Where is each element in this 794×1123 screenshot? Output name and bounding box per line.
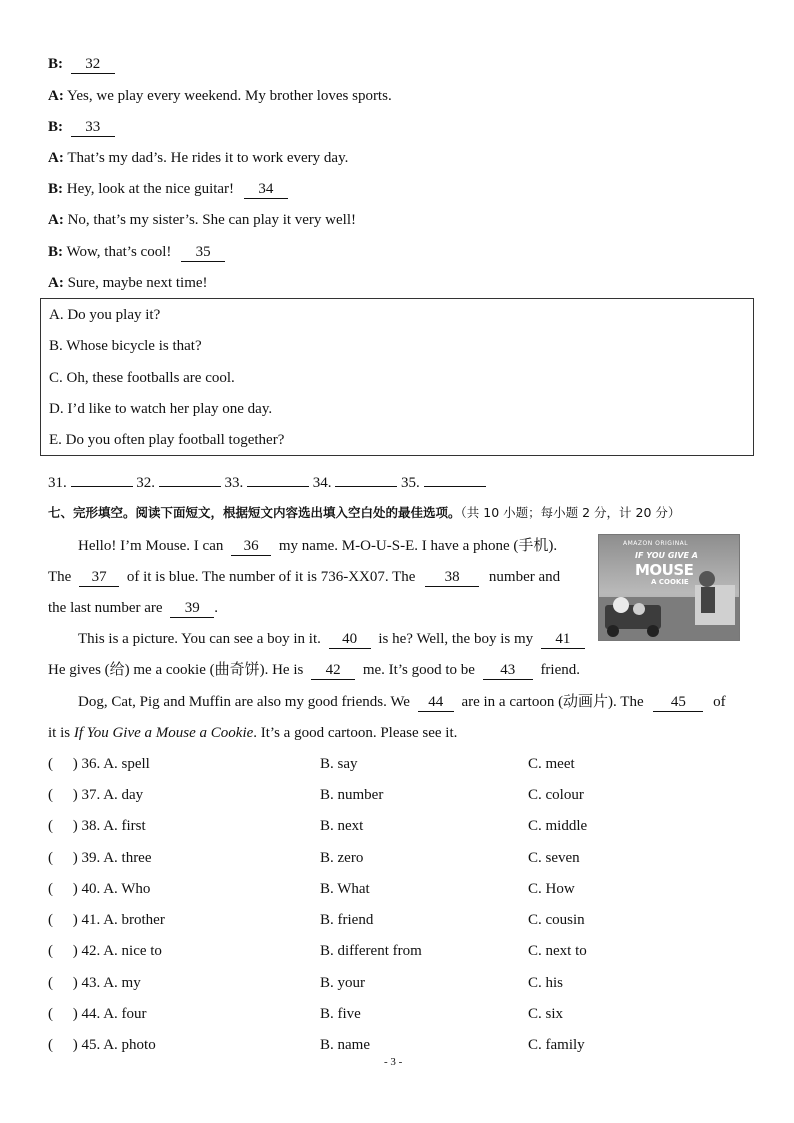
answer-paren-close: ) xyxy=(72,850,78,866)
answer-blank[interactable]: 32 xyxy=(71,56,115,74)
choice-b[interactable]: B. different from xyxy=(320,943,422,959)
dialogue-line xyxy=(48,54,115,74)
passage-text: number and xyxy=(488,569,561,585)
answer-number: 33. xyxy=(224,475,244,491)
answer-blank[interactable]: 37 xyxy=(79,569,119,587)
choice-a[interactable]: A. day xyxy=(103,787,144,803)
poster-title-line: MOUSE xyxy=(635,561,694,579)
answer-paren[interactable]: ( xyxy=(48,787,53,803)
answer-paren[interactable]: ( xyxy=(48,1006,53,1022)
option-item: B. Whose bicycle is that? xyxy=(49,338,202,354)
option-item: D. I’d like to watch her play one day. xyxy=(49,401,273,417)
choice-a[interactable]: A. three xyxy=(103,850,152,866)
question-number: 43. xyxy=(81,975,101,991)
passage-text: my name. M-O-U-S-E. I have a phone (手机). xyxy=(278,538,558,554)
question-row xyxy=(48,973,141,993)
choice-c[interactable]: C. How xyxy=(528,881,575,897)
dialogue-line xyxy=(48,86,392,106)
cartoon-poster-image xyxy=(598,534,740,641)
speaker-label: A: xyxy=(48,275,64,291)
answer-slot[interactable] xyxy=(159,486,221,487)
choice-b[interactable]: B. your xyxy=(320,975,365,991)
choice-a[interactable]: A. Who xyxy=(103,881,151,897)
poster-title-line: IF YOU GIVE A xyxy=(635,551,698,560)
question-row xyxy=(48,754,150,774)
answer-blank[interactable]: 33 xyxy=(71,119,115,137)
choice-b[interactable]: B. zero xyxy=(320,850,364,866)
dialogue-line xyxy=(48,273,208,293)
choice-c[interactable]: C. his xyxy=(528,975,564,991)
question-row xyxy=(48,1004,147,1024)
choice-c[interactable]: C. seven xyxy=(528,850,580,866)
dialogue-text: That’s my dad’s. He rides it to work every day. xyxy=(67,150,349,166)
speaker-label: A: xyxy=(48,150,64,166)
cartoon-title: If You Give a Mouse a Cookie xyxy=(73,725,254,741)
answer-blank[interactable]: 36 xyxy=(231,538,271,556)
choice-b[interactable]: B. next xyxy=(320,818,364,834)
passage-text: . It’s a good cartoon. Please see it. xyxy=(253,725,458,741)
choice-c[interactable]: C. next to xyxy=(528,943,587,959)
answer-paren-close: ) xyxy=(72,756,78,772)
choice-c[interactable]: C. six xyxy=(528,1006,564,1022)
choice-b[interactable]: B. What xyxy=(320,881,370,897)
poster-title-line: A COOKIE xyxy=(651,578,689,586)
question-number: 36. xyxy=(81,756,101,772)
choice-a[interactable]: A. photo xyxy=(103,1037,156,1053)
section-title xyxy=(48,504,680,522)
passage-line xyxy=(48,660,580,680)
answer-blank[interactable]: 42 xyxy=(311,662,355,680)
option-item: A. Do you play it? xyxy=(49,307,161,323)
choice-b[interactable]: B. name xyxy=(320,1037,370,1053)
answer-blank[interactable]: 39 xyxy=(170,600,214,618)
dialogue-line xyxy=(48,210,356,230)
speaker-label: B: xyxy=(48,244,63,260)
answer-paren[interactable]: ( xyxy=(48,943,53,959)
choice-b[interactable]: B. number xyxy=(320,787,384,803)
answer-blank[interactable]: 35 xyxy=(181,244,225,262)
passage-text: friend. xyxy=(540,662,581,678)
passage-text: the last number are xyxy=(48,600,163,616)
dialogue-text: Wow, that’s cool! xyxy=(66,244,172,260)
dialogue-text: Hey, look at the nice guitar! xyxy=(66,181,235,197)
speaker-label: A: xyxy=(48,88,64,104)
choice-b[interactable]: B. five xyxy=(320,1006,361,1022)
question-row xyxy=(48,816,146,836)
answer-paren[interactable]: ( xyxy=(48,1037,53,1053)
passage-text: This is a picture. You can see a boy in it. xyxy=(78,631,321,647)
dialogue-line xyxy=(48,148,348,168)
answer-paren-close: ) xyxy=(72,881,78,897)
section-heading: 七、完形填空。阅读下面短文，根据短文内容选出填入空白处的最佳选项。 xyxy=(48,505,461,520)
passage-text: He gives (给) me a cookie (曲奇饼). He is xyxy=(48,662,304,678)
question-row xyxy=(48,879,150,899)
passage-line xyxy=(78,536,557,556)
question-number: 37. xyxy=(81,787,101,803)
question-number: 40. xyxy=(81,881,101,897)
answer-paren-close: ) xyxy=(72,912,78,928)
option-item: C. Oh, these footballs are cool. xyxy=(49,370,235,386)
question-row xyxy=(48,785,143,805)
answer-slot[interactable] xyxy=(71,486,133,487)
question-number: 44. xyxy=(81,1006,101,1022)
dialogue-line xyxy=(48,242,225,262)
question-number: 38. xyxy=(81,818,101,834)
answer-slot[interactable] xyxy=(335,486,397,487)
passage-line xyxy=(48,567,560,587)
answer-paren[interactable]: ( xyxy=(48,756,53,772)
passage-text: of xyxy=(713,694,726,710)
answer-number: 32. xyxy=(136,475,155,491)
answer-paren-close: ) xyxy=(72,1006,78,1022)
choice-a[interactable]: A. first xyxy=(103,818,146,834)
choice-a[interactable]: A. four xyxy=(103,1006,147,1022)
choice-c[interactable]: C. cousin xyxy=(528,912,585,928)
passage-line xyxy=(48,598,218,618)
choice-a[interactable]: A. nice to xyxy=(103,943,162,959)
options-box xyxy=(40,298,754,456)
dialogue-text: Sure, maybe next time! xyxy=(67,275,208,291)
passage-line xyxy=(78,692,726,712)
answer-blank[interactable]: 40 xyxy=(329,631,371,649)
answer-blank[interactable]: 45 xyxy=(653,694,703,712)
passage-text: is he? Well, the boy is my xyxy=(378,631,534,647)
question-number: 41. xyxy=(81,912,101,928)
speaker-label: B: xyxy=(48,56,63,72)
answer-paren[interactable]: ( xyxy=(48,818,53,834)
section-note: （共 10 小题；每小题 2 分，计 20 分） xyxy=(460,505,681,520)
answer-paren-close: ) xyxy=(72,787,78,803)
passage-text: . xyxy=(214,600,219,616)
question-row xyxy=(48,910,165,930)
answer-paren[interactable]: ( xyxy=(48,881,53,897)
question-row xyxy=(48,848,152,868)
question-row xyxy=(48,941,162,961)
choice-b[interactable]: B. say xyxy=(320,756,358,772)
question-number: 42. xyxy=(81,943,101,959)
passage-text: Hello! I’m Mouse. I can xyxy=(78,538,224,554)
poster-brand: AMAZON ORIGINAL xyxy=(623,540,689,547)
passage-line xyxy=(78,629,585,649)
passage-text: of it is blue. The number of it is 736-XX07. The xyxy=(126,569,416,585)
question-number: 45. xyxy=(81,1037,101,1053)
passage-text: it is xyxy=(48,725,71,741)
choice-b[interactable]: B. friend xyxy=(320,912,374,928)
answer-number: 34. xyxy=(312,475,332,491)
answer-line xyxy=(48,473,486,493)
answer-blank[interactable]: 38 xyxy=(425,569,479,587)
answer-blank[interactable]: 34 xyxy=(244,181,288,199)
answer-paren-close: ) xyxy=(72,943,78,959)
answer-paren-close: ) xyxy=(72,818,78,834)
answer-number: 31. xyxy=(48,475,67,491)
choice-c[interactable]: C. meet xyxy=(528,756,575,772)
passage-text: me. It’s good to be xyxy=(362,662,475,678)
passage-text: Dog, Cat, Pig and Muffin are also my good friends. We xyxy=(78,694,410,710)
choice-c[interactable]: C. colour xyxy=(528,787,584,803)
question-number: 39. xyxy=(81,850,101,866)
answer-slot[interactable] xyxy=(424,486,486,487)
choice-a[interactable]: A. brother xyxy=(103,912,165,928)
dialogue-text: Yes, we play every weekend. My brother loves sports. xyxy=(67,88,392,104)
answer-blank[interactable]: 43 xyxy=(483,662,533,680)
answer-paren-close: ) xyxy=(72,1037,78,1053)
answer-slot[interactable] xyxy=(247,486,309,487)
dialogue-line xyxy=(48,179,288,199)
answer-paren-close: ) xyxy=(72,975,78,991)
passage-line xyxy=(48,723,457,743)
answer-blank[interactable]: 41 xyxy=(541,631,585,649)
speaker-label: B: xyxy=(48,119,63,135)
answer-paren[interactable]: ( xyxy=(48,850,53,866)
answer-blank[interactable]: 44 xyxy=(418,694,454,712)
answer-paren[interactable]: ( xyxy=(48,912,53,928)
option-item: E. Do you often play football together? xyxy=(49,432,285,448)
answer-number: 35. xyxy=(401,475,420,491)
dialogue-line xyxy=(48,117,115,137)
speaker-label: A: xyxy=(48,212,64,228)
speaker-label: B: xyxy=(48,181,63,197)
choice-c[interactable]: C. family xyxy=(528,1037,585,1053)
dialogue-text: No, that’s my sister’s. She can play it very well! xyxy=(67,212,356,228)
choice-a[interactable]: A. spell xyxy=(103,756,150,772)
page-number: - 3 - xyxy=(384,1056,403,1068)
answer-paren[interactable]: ( xyxy=(48,975,53,991)
passage-text: The xyxy=(48,569,72,585)
choice-a[interactable]: A. my xyxy=(103,975,141,991)
choice-c[interactable]: C. middle xyxy=(528,818,588,834)
passage-text: are in a cartoon (动画片). The xyxy=(461,694,644,710)
question-row xyxy=(48,1035,156,1055)
